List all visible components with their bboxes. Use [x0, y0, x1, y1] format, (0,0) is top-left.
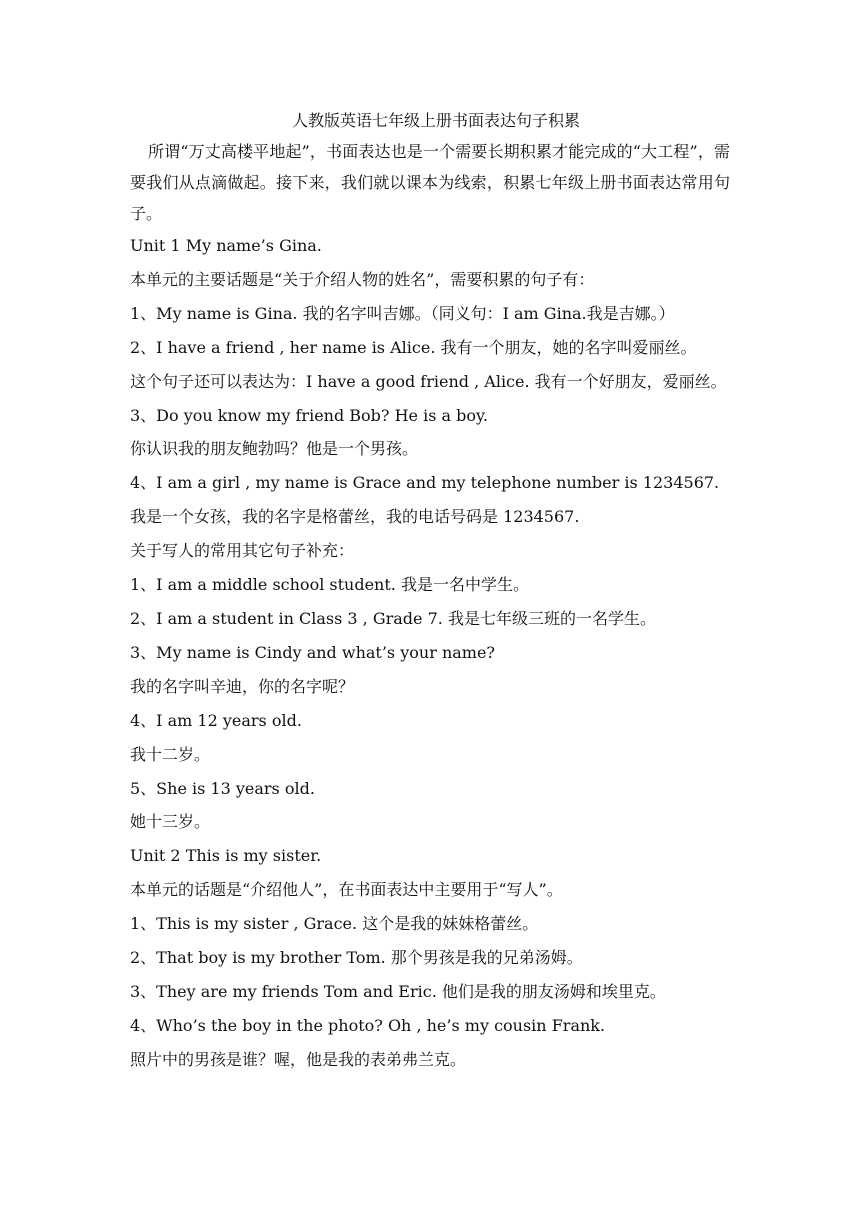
- text-line: 照片中的男孩是谁？喔，他是我的表弟弗兰克。: [130, 1049, 467, 1069]
- document-title: 人教版英语七年级上册书面表达句子积累: [291, 111, 580, 130]
- unit-1-heading: Unit 1 My name’s Gina.: [130, 236, 322, 255]
- text-line: 4、I am a girl , my name is Grace and my telephone number is 1234567.: [130, 473, 720, 493]
- text-line: 本单元的主要话题是“关于介绍人物的姓名”，需要积累的句子有：: [130, 269, 595, 289]
- text-line: 5、She is 13 years old.: [130, 778, 315, 798]
- text-line: 本单元的话题是“介绍他人”，在书面表达中主要用于“写人”。: [130, 880, 563, 900]
- text-line: 1、This is my sister , Grace. 这个是我的妹妹格蕾丝。: [130, 914, 539, 934]
- text-line: 4、Who’s the boy in the photo? Oh , he’s my cousin Frank.: [130, 1015, 606, 1035]
- text-line: 你认识我的朋友鲍勃吗？他是一个男孩。: [130, 439, 419, 459]
- text-line: 2、I am a student in Class 3 , Grade 7. 我是七年级三班的一名学生。: [130, 608, 656, 628]
- text-line: 这个句子还可以表达为：I have a good friend , Alice. 我有一个好朋友，爱丽丝。: [130, 371, 727, 391]
- unit-2-heading: Unit 2 This is my sister.: [130, 846, 322, 866]
- document-body: [130, 106, 730, 1077]
- text-line: 3、Do you know my friend Bob? He is a boy.: [130, 405, 489, 425]
- text-line: 4、I am 12 years old.: [130, 710, 302, 730]
- intro-paragraph: 所谓“万丈高楼平地起”，书面表达也是一个需要长期积累才能完成的“大工程”，需要我们从点滴做起。接下来，我们就以课本为线索，积累七年级上册书面表达常用句子。: [130, 142, 730, 223]
- text-line: 1、I am a middle school student. 我是一名中学生。: [130, 575, 529, 595]
- text-line: 我是一个女孩，我的名字是格蕾丝，我的电话号码是 1234567.: [130, 507, 580, 527]
- text-line: 2、That boy is my brother Tom. 那个男孩是我的兄弟汤姆。: [130, 948, 583, 968]
- text-line: 她十三岁。: [130, 812, 211, 832]
- text-line: 我十二岁。: [130, 744, 211, 764]
- text-line: 我的名字叫辛迪，你的名字呢？: [130, 676, 355, 696]
- text-line: 3、My name is Cindy and what’s your name?: [130, 642, 496, 662]
- text-line: 1、My name is Gina. 我的名字叫吉娜。（同义句：I am Gina.我是吉娜。）: [130, 303, 675, 323]
- text-line: 2、I have a friend , her name is Alice. 我有一个朋友，她的名字叫爱丽丝。: [130, 337, 697, 357]
- text-line: 3、They are my friends Tom and Eric. 他们是我的朋友汤姆和埃里克。: [130, 981, 666, 1001]
- text-line: 关于写人的常用其它句子补充：: [130, 541, 355, 561]
